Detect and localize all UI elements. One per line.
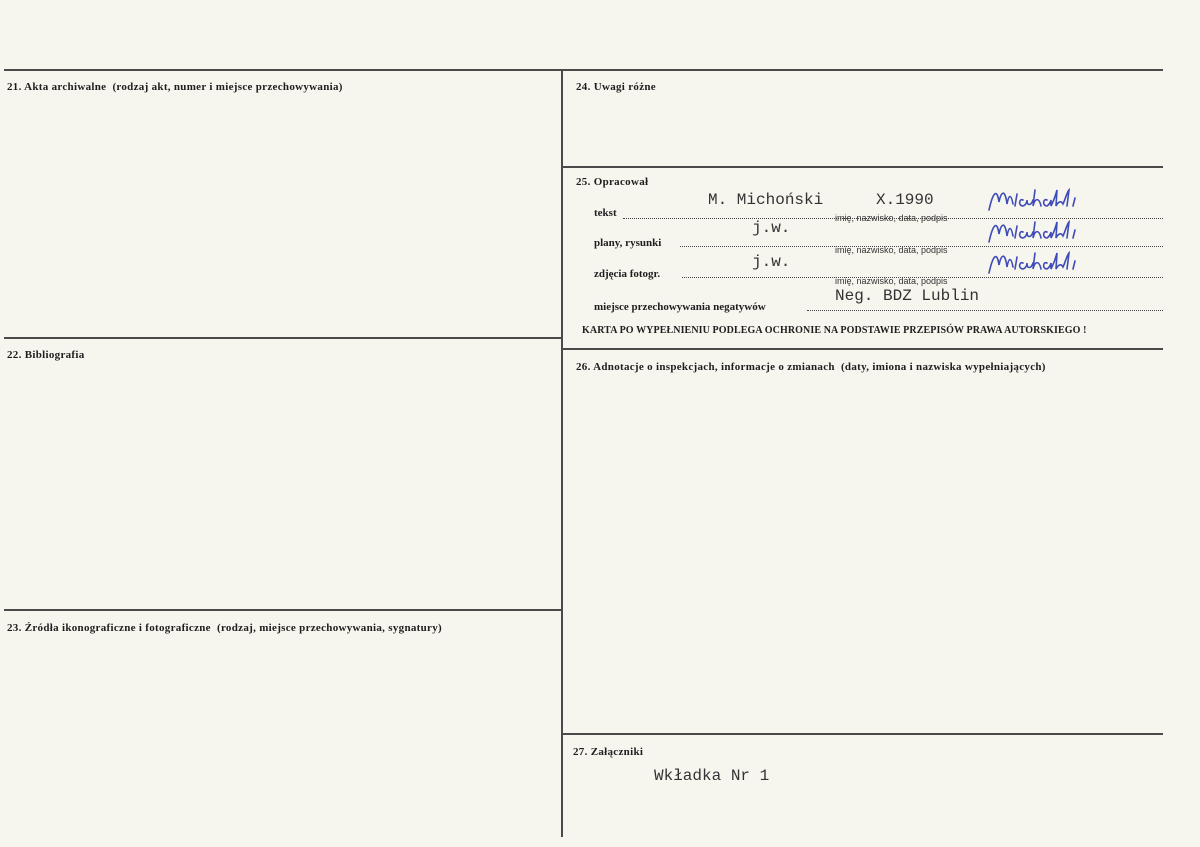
section-24-header: [576, 81, 656, 93]
row-plany-signature: [985, 216, 1095, 248]
row-zdjecia-caption: imię, nazwisko, data, podpis: [835, 276, 948, 286]
row-plany-label: plany, rysunki: [594, 237, 662, 249]
section-21-number: 21.: [7, 81, 22, 93]
left-rule-21-22: [4, 337, 562, 339]
section-21-header: [7, 81, 343, 93]
row-negatywy-value: Neg. BDZ Lublin: [835, 287, 980, 305]
row-tekst-signature: [985, 184, 1095, 216]
row-negatywy-line: [807, 310, 1163, 311]
row-tekst-date: X.1990: [876, 191, 934, 209]
row-plany-caption: imię, nazwisko, data, podpis: [835, 245, 948, 255]
center-divider: [561, 69, 563, 837]
section-26-title: Adnotacje o inspekcjach, informacje o zmianach: [593, 361, 835, 373]
section-27-header: [573, 746, 643, 758]
section-22-title: Bibliografia: [24, 349, 85, 361]
row-zdjecia-name: j.w.: [752, 253, 791, 271]
section-27-number: 27.: [573, 746, 588, 758]
section-23-header: [7, 622, 442, 634]
row-zdjecia-label: zdjęcia fotogr.: [594, 268, 661, 280]
section-24-title: Uwagi różne: [593, 81, 656, 93]
section-25-title: Opracował: [593, 176, 649, 188]
section-23-number: 23.: [7, 622, 22, 634]
section-27-value: Wkładka Nr 1: [654, 767, 770, 785]
section-26-header: [576, 361, 1046, 373]
row-plany-name: j.w.: [752, 219, 791, 237]
section-23-title: Źródła ikonograficzne i fotograficzne: [24, 622, 211, 634]
right-rule-24-25: [562, 166, 1163, 168]
section-26-hint: (daty, imiona i nazwiska wypełniających): [840, 361, 1046, 373]
row-zdjecia-signature: [985, 247, 1095, 279]
right-rule-25-26: [562, 348, 1163, 350]
section-24-number: 24.: [576, 81, 591, 93]
row-tekst-caption: imię, nazwisko, data, podpis: [835, 213, 948, 223]
row-tekst-name: M. Michoński: [708, 191, 824, 209]
row-tekst-label: tekst: [594, 207, 617, 219]
section-21-title: Akta archiwalne: [24, 81, 107, 93]
section-21-hint: (rodzaj akt, numer i miejsce przechowywania): [112, 81, 343, 93]
copyright-warning: KARTA PO WYPEŁNIENIU PODLEGA OCHRONIE NA PODSTAWIE PRZEPISÓW PRAWA AUTORSKIEGO !: [582, 325, 1087, 336]
section-22-header: [7, 349, 85, 361]
left-rule-22-23: [4, 609, 562, 611]
section-25-number: 25.: [576, 176, 591, 188]
section-25-header: [576, 176, 648, 188]
section-26-number: 26.: [576, 361, 591, 373]
row-negatywy-label: miejsce przechowywania negatywów: [594, 301, 766, 313]
section-27-title: Załączniki: [590, 746, 644, 758]
section-22-number: 22.: [7, 349, 22, 361]
right-rule-26-27: [562, 733, 1163, 735]
top-rule: [4, 69, 1163, 71]
section-23-hint: (rodzaj, miejsce przechowywania, sygnatury): [216, 622, 443, 634]
